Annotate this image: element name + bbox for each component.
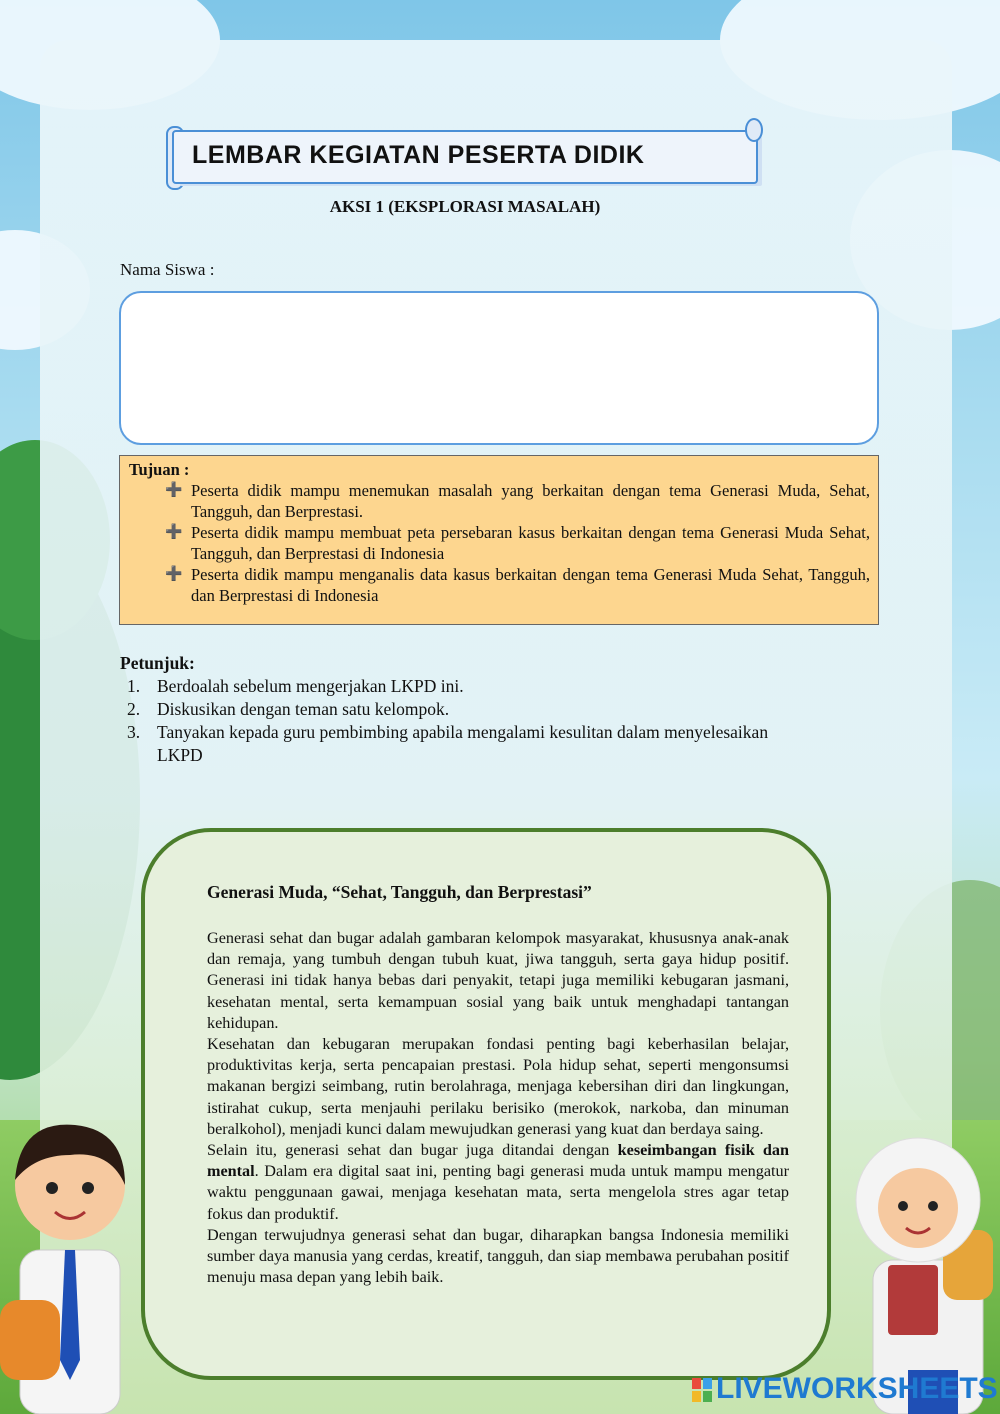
reading-paragraph: Selain itu, generasi sehat dan bugar juga ditandai dengan keseimbangan fisik dan mental. Dalam era digital saat ini, penting bagi generasi muda untuk mampu mengatur waktu penggunaan gawai, menjaga kesehatan mata, serta mengelola stres agar tetap fokus dan produktif. bbox=[207, 1141, 789, 1223]
list-item: 1. Berdoalah sebelum mengerjakan LKPD ini. bbox=[127, 676, 464, 696]
banner-scroll-right bbox=[745, 118, 763, 142]
arrow-bullet-icon: ➕ bbox=[165, 483, 183, 498]
objectives-list bbox=[129, 480, 870, 606]
list-item: ➕ Peserta didik mampu membuat peta persebaran kasus berkaitan dengan tema Generasi Muda Sehat, Tangguh, dan Berprestasi di Indonesia bbox=[165, 523, 870, 563]
student-name-label: Nama Siswa : bbox=[120, 260, 215, 279]
objectives-box bbox=[119, 455, 879, 625]
liveworksheets-logo-icon bbox=[692, 1378, 712, 1402]
instructions-list bbox=[120, 675, 777, 767]
objectives-title: Tujuan : bbox=[129, 460, 190, 479]
reading-title: Generasi Muda, “Sehat, Tangguh, dan Berprestasi” bbox=[207, 882, 592, 902]
arrow-bullet-icon: ➕ bbox=[165, 525, 183, 540]
list-item: ➕ Peserta didik mampu menganalis data kasus berkaitan dengan tema Generasi Muda Sehat, Tangguh, dan Berprestasi di Indonesia bbox=[165, 565, 870, 605]
reading-paragraph: Generasi sehat dan bugar adalah gambaran kelompok masyarakat, khususnya anak-anak dan remaja, yang tumbuh dengan tubuh kuat, jiwa tangguh, serta gaya hidup positif. Generasi ini tidak hanya bebas dari penyakit, tetapi juga memiliki kebugaran jasmani, kesehatan mental, serta kemampuan sosial yang baik untuk menghadapi tantangan kehidupan. bbox=[207, 929, 789, 1032]
instructions bbox=[120, 652, 777, 767]
student-name-input[interactable] bbox=[119, 291, 879, 445]
reading-paragraph: Kesehatan dan kebugaran merupakan fondasi penting bagi keberhasilan belajar, produktivitas kerja, serta pencapaian prestasi. Pola hidup sehat, seperti mengonsumsi makanan bergizi seimbang, rutin berolahraga, menjaga kebersihan diri dan lingkungan, istirahat cukup, serta menjauhi perilaku berisiko (merokok, narkoba, dan minuman beralkohol), menjadi kunci dalam mewujudkan generasi yang kuat dan berdaya saing. bbox=[207, 1035, 789, 1138]
section-subtitle: AKSI 1 (EKSPLORASI MASALAH) bbox=[329, 197, 601, 216]
liveworksheets-watermark: LIVEWORKSHEETS bbox=[716, 1372, 998, 1405]
boy-student-illustration bbox=[0, 1100, 140, 1414]
instructions-title: Petunjuk: bbox=[120, 653, 195, 673]
reading-text bbox=[207, 928, 789, 1288]
page-title: LEMBAR KEGIATAN PESERTA DIDIK bbox=[192, 141, 645, 169]
list-item: ➕ Peserta didik mampu menemukan masalah yang berkaitan dengan tema Generasi Muda, Sehat, Tangguh, dan Berprestasi. bbox=[165, 481, 870, 521]
list-item: 3. Tanyakan kepada guru pembimbing apabila mengalami kesulitan dalam menyelesaikan LKPD bbox=[127, 722, 769, 765]
arrow-bullet-icon: ➕ bbox=[165, 567, 183, 582]
title-banner bbox=[172, 130, 758, 184]
list-item: 2. Diskusikan dengan teman satu kelompok. bbox=[127, 699, 450, 719]
reading-paragraph: Dengan terwujudnya generasi sehat dan bugar, diharapkan bangsa Indonesia memiliki sumber daya manusia yang cerdas, kreatif, tangguh, dan siap membawa perubahan positif menuju masa depan yang lebih baik. bbox=[207, 1225, 789, 1287]
reading-box bbox=[141, 828, 831, 1380]
